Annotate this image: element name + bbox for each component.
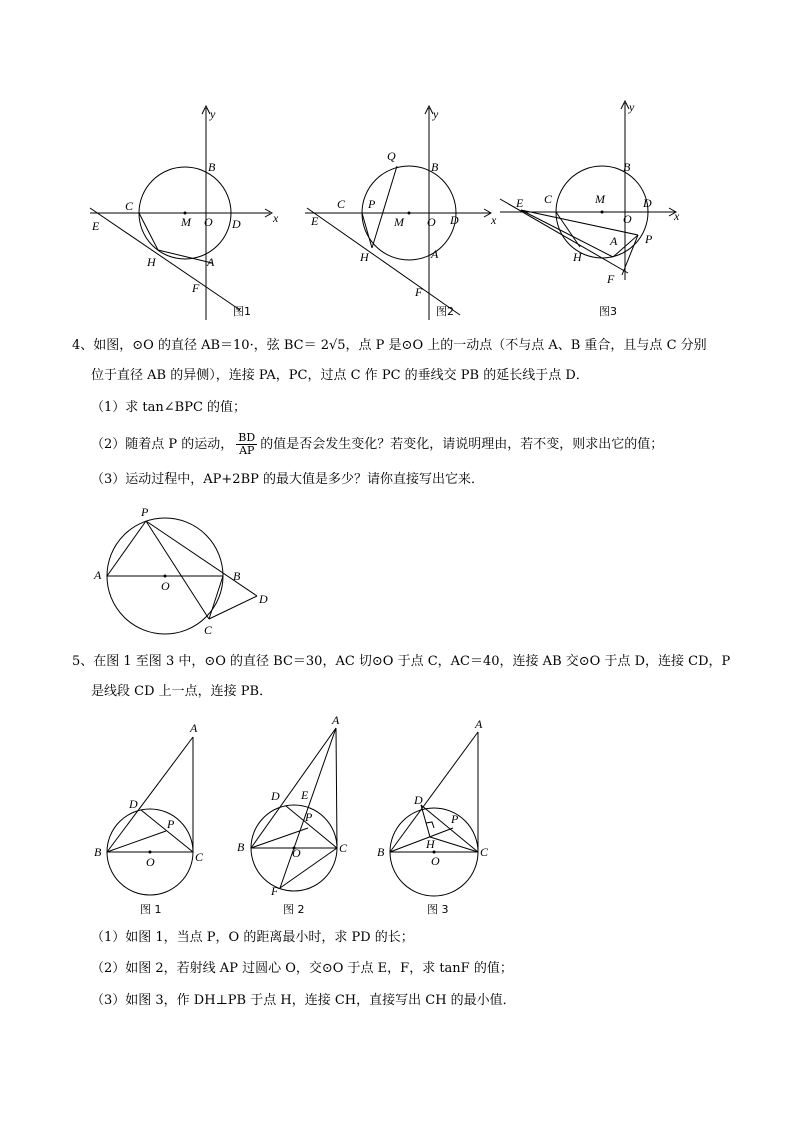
problem4-figure [90, 500, 290, 640]
label-A: A [207, 255, 215, 269]
problem4-intro-line2: 位于直径 AB 的异侧），连接 PA，PC，过点 C 作 PC 的垂线交 PB 的延长线于点 D． [91, 368, 589, 383]
q2-prefix: （2）随着点 P 的运动， [91, 437, 234, 452]
problem5-intro-line1: 5、在图 1 至图 3 中，⊙O 的直径 BC＝30，AC 切⊙O 于点 C，AC＝40，连接 AB 交⊙O 于点 D，连接 CD，P [72, 654, 731, 669]
top-figure-2 [295, 100, 505, 325]
problem4-question-1: （1）求 tan∠BPC 的值； [91, 400, 247, 415]
label-E: E [516, 196, 524, 210]
label-P: P [141, 505, 149, 519]
label-D: D [414, 793, 423, 807]
problem4-question-3: （3）运动过程中，AP+2BP 的最大值是多少？请你直接写出它来． [91, 472, 485, 487]
label-C: C [204, 623, 213, 637]
label-D: D [271, 789, 280, 803]
caption-5-fig2: 图 2 [283, 903, 305, 916]
label-Q: Q [387, 149, 396, 163]
label-A: A [431, 247, 439, 261]
caption-5-fig3: 图 3 [427, 903, 449, 916]
q2-suffix: 的值是否会发生变化？若变化，请说明理由，若不变，则求出它的值； [260, 437, 664, 452]
problem4-intro-line1: 4、如图，⊙O 的直径 AB＝10·，弦 BC＝ 2√5，点 P 是⊙O 上的一动点（不与点 A、B 重合，且与点 C 分别 [72, 338, 707, 353]
label-A: A [332, 713, 340, 727]
label-F: F [607, 272, 615, 286]
label-M: M [595, 192, 605, 206]
label-O: O [292, 846, 301, 860]
label-P: P [451, 812, 459, 826]
label-O: O [431, 854, 440, 868]
label-P: P [167, 817, 175, 831]
problem5-figure-1 [90, 715, 220, 920]
label-A: A [94, 568, 102, 582]
label-P: P [645, 232, 653, 246]
problem5-figure-3 [375, 715, 505, 920]
fraction-denominator: AP [239, 444, 255, 457]
label-D: D [129, 797, 138, 811]
top-figure-1 [80, 100, 290, 325]
label-A: A [475, 717, 483, 731]
label-C: C [195, 850, 204, 864]
label-B: B [431, 160, 439, 174]
label-H: H [147, 255, 156, 269]
label-D: D [259, 592, 268, 606]
label-C: C [125, 199, 134, 213]
label-E: E [301, 788, 309, 802]
label-O: O [427, 215, 436, 229]
label-P: P [305, 810, 313, 824]
label-H: H [360, 250, 369, 264]
label-H: H [426, 837, 435, 851]
problem5-figure-2 [235, 710, 365, 920]
label-B: B [237, 840, 245, 854]
label-C: C [544, 192, 553, 206]
label-P: P [368, 197, 376, 211]
label-O: O [146, 855, 155, 869]
label-x: x [491, 213, 497, 227]
label-F: F [415, 285, 423, 299]
top-figure-3 [495, 95, 695, 325]
label-y: y [210, 107, 216, 121]
problem5-question-1: （1）如图 1，当点 P，O 的距离最小时，求 PD 的长； [91, 930, 414, 945]
caption-fig2: 图2 [436, 305, 454, 318]
label-A: A [610, 234, 618, 248]
label-H: H [573, 250, 582, 264]
caption-fig1: 图1 [233, 305, 251, 318]
label-M: M [394, 215, 404, 229]
label-B: B [623, 160, 631, 174]
label-D: D [232, 217, 241, 231]
label-C: C [339, 841, 348, 855]
problem5-question-2: （2）如图 2，若射线 AP 过圆心 O，交⊙O 于点 E，F，求 tanF 的值； [91, 961, 513, 976]
label-B: B [208, 160, 216, 174]
label-C: C [480, 845, 489, 859]
fraction-numerator: BD [238, 431, 256, 444]
label-B: B [377, 845, 385, 859]
label-E: E [92, 219, 100, 233]
label-B: B [94, 845, 102, 859]
label-y: y [629, 100, 635, 114]
label-A: A [190, 721, 198, 735]
label-x: x [674, 209, 680, 223]
label-y: y [433, 107, 439, 121]
label-B: B [233, 569, 241, 583]
label-O: O [623, 212, 632, 226]
label-O: O [161, 579, 170, 593]
label-D: D [450, 213, 459, 227]
label-D: D [643, 196, 652, 210]
fraction-bd-over-ap [236, 432, 257, 457]
problem5-question-3: （3）如图 3，作 DH⊥PB 于点 H，连接 CH，直接写出 CH 的最小值． [91, 993, 516, 1008]
label-E: E [311, 214, 319, 228]
label-F: F [192, 281, 200, 295]
problem5-intro-line2: 是线段 CD 上一点，连接 PB． [91, 684, 273, 699]
label-C: C [337, 197, 346, 211]
label-M: M [181, 215, 191, 229]
label-F: F [271, 884, 279, 898]
label-O: O [204, 215, 213, 229]
caption-5-fig1: 图 1 [140, 903, 162, 916]
problem4-question-2 [91, 430, 663, 460]
label-x: x [273, 211, 279, 225]
caption-fig3: 图3 [599, 305, 617, 318]
